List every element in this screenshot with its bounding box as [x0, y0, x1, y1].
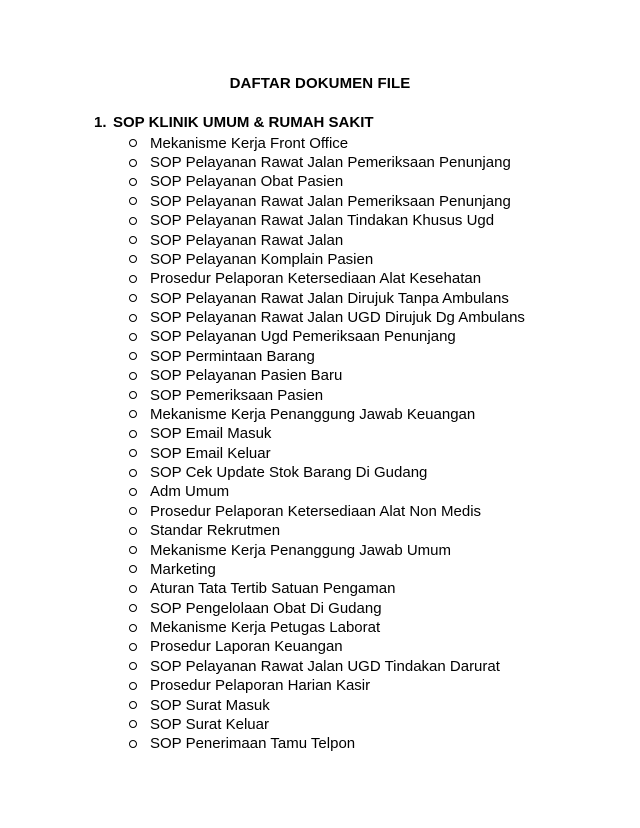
list-item-label: SOP Email Masuk: [150, 425, 272, 443]
list-item-label: Prosedur Pelaporan Ketersediaan Alat Kesehatan: [150, 270, 482, 288]
hollow-circle-bullet-icon: [129, 333, 137, 341]
list-item-label: Prosedur Laporan Keuangan: [150, 638, 343, 656]
list-item-label: Adm Umum: [150, 483, 230, 501]
hollow-circle-bullet-icon: [129, 488, 137, 496]
list-item-label: Mekanisme Kerja Petugas Laborat: [150, 619, 381, 637]
list-item: [129, 676, 609, 695]
list-item-label: SOP Surat Keluar: [150, 715, 269, 733]
list-item-label: SOP Pelayanan Rawat Jalan Dirujuk Tanpa Ambulans: [150, 289, 509, 307]
list-item-label: Aturan Tata Tertib Satuan Pengaman: [150, 580, 396, 598]
hollow-circle-bullet-icon: [129, 352, 137, 360]
hollow-circle-bullet-icon: [129, 236, 137, 244]
list-item: [129, 463, 609, 482]
list-item: [129, 521, 609, 540]
list-item: [129, 599, 609, 618]
hollow-circle-bullet-icon: [129, 197, 137, 205]
hollow-circle-bullet-icon: [129, 391, 137, 399]
list-item-label: SOP Pengelolaan Obat Di Gudang: [150, 599, 382, 617]
list-item: [129, 347, 609, 366]
list-item: [129, 211, 609, 230]
hollow-circle-bullet-icon: [129, 604, 137, 612]
list-item-label: Mekanisme Kerja Penanggung Jawab Keuangan: [150, 405, 476, 423]
hollow-circle-bullet-icon: [129, 527, 137, 535]
section-sop-klinik: [94, 114, 614, 753]
list-item-label: SOP Pelayanan Pasien Baru: [150, 367, 343, 385]
list-item: [129, 269, 609, 288]
list-item: [129, 250, 609, 269]
list-item-label: SOP Pelayanan Obat Pasien: [150, 173, 344, 191]
list-item: [129, 618, 609, 637]
hollow-circle-bullet-icon: [129, 159, 137, 167]
hollow-circle-bullet-icon: [129, 372, 137, 380]
document-list: [129, 134, 609, 754]
list-item-label: Prosedur Pelaporan Ketersediaan Alat Non Medis: [150, 502, 482, 520]
hollow-circle-bullet-icon: [129, 449, 137, 457]
hollow-circle-bullet-icon: [129, 139, 137, 147]
document-title: DAFTAR DOKUMEN FILE: [229, 75, 411, 92]
list-item: [129, 385, 609, 404]
list-item-label: SOP Pelayanan Rawat Jalan Pemeriksaan Penunjang: [150, 154, 511, 172]
list-item-label: SOP Penerimaan Tamu Telpon: [150, 735, 356, 753]
section-number: 1.: [94, 114, 107, 131]
list-item: [129, 560, 609, 579]
list-item: [129, 540, 609, 559]
hollow-circle-bullet-icon: [129, 275, 137, 283]
list-item-label: SOP Surat Masuk: [150, 696, 270, 714]
list-item-label: Prosedur Pelaporan Harian Kasir: [150, 677, 371, 695]
list-item-label: Mekanisme Kerja Penanggung Jawab Umum: [150, 541, 451, 559]
hollow-circle-bullet-icon: [129, 178, 137, 186]
list-item-label: SOP Pelayanan Rawat Jalan UGD Tindakan Darurat: [150, 657, 500, 675]
list-item: [129, 502, 609, 521]
hollow-circle-bullet-icon: [129, 410, 137, 418]
hollow-circle-bullet-icon: [129, 469, 137, 477]
list-item: [129, 366, 609, 385]
hollow-circle-bullet-icon: [129, 720, 137, 728]
hollow-circle-bullet-icon: [129, 643, 137, 651]
list-item: [129, 308, 609, 327]
list-item: [129, 579, 609, 598]
hollow-circle-bullet-icon: [129, 740, 137, 748]
list-item: [129, 482, 609, 501]
list-item: [129, 444, 609, 463]
hollow-circle-bullet-icon: [129, 624, 137, 632]
hollow-circle-bullet-icon: [129, 701, 137, 709]
list-item: [129, 289, 609, 308]
hollow-circle-bullet-icon: [129, 255, 137, 263]
list-item: [129, 734, 609, 753]
section-heading: [94, 114, 614, 133]
list-item-label: SOP Pemeriksaan Pasien: [150, 386, 324, 404]
list-item-label: SOP Pelayanan Ugd Pemeriksaan Penunjang: [150, 328, 456, 346]
list-item-label: Marketing: [150, 560, 216, 578]
list-item-label: SOP Pelayanan Komplain Pasien: [150, 250, 374, 268]
hollow-circle-bullet-icon: [129, 294, 137, 302]
hollow-circle-bullet-icon: [129, 217, 137, 225]
list-item: [129, 134, 609, 153]
hollow-circle-bullet-icon: [129, 662, 137, 670]
list-item-label: SOP Permintaan Barang: [150, 347, 315, 365]
list-item-label: SOP Pelayanan Rawat Jalan Tindakan Khusus Ugd: [150, 212, 495, 230]
list-item: [129, 153, 609, 172]
list-item-label: Standar Rekrutmen: [150, 522, 281, 540]
list-item: [129, 192, 609, 211]
hollow-circle-bullet-icon: [129, 507, 137, 515]
list-item-label: SOP Pelayanan Rawat Jalan UGD Dirujuk Dg Ambulans: [150, 309, 525, 327]
list-item-label: SOP Cek Update Stok Barang Di Gudang: [150, 464, 428, 482]
list-item: [129, 230, 609, 249]
list-item-label: SOP Pelayanan Rawat Jalan Pemeriksaan Penunjang: [150, 192, 511, 210]
list-item: [129, 715, 609, 734]
list-item-label: Mekanisme Kerja Front Office: [150, 134, 349, 152]
hollow-circle-bullet-icon: [129, 585, 137, 593]
hollow-circle-bullet-icon: [129, 314, 137, 322]
list-item: [129, 172, 609, 191]
hollow-circle-bullet-icon: [129, 546, 137, 554]
list-item-label: SOP Pelayanan Rawat Jalan: [150, 231, 344, 249]
list-item: [129, 637, 609, 656]
section-heading-text: SOP KLINIK UMUM & RUMAH SAKIT: [113, 114, 374, 131]
hollow-circle-bullet-icon: [129, 682, 137, 690]
list-item: [129, 424, 609, 443]
list-item: [129, 695, 609, 714]
hollow-circle-bullet-icon: [129, 430, 137, 438]
list-item: [129, 657, 609, 676]
hollow-circle-bullet-icon: [129, 565, 137, 573]
list-item: [129, 405, 609, 424]
list-item: [129, 327, 609, 346]
list-item-label: SOP Email Keluar: [150, 444, 271, 462]
